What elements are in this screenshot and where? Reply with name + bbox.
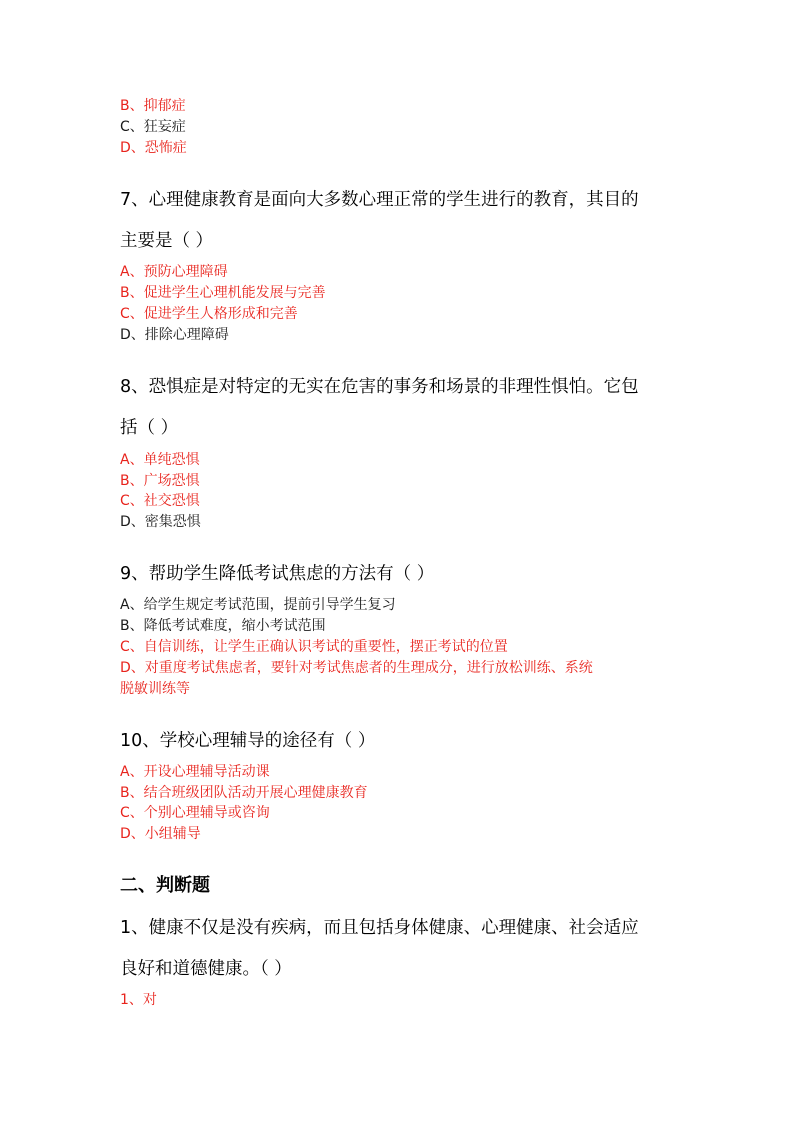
q7-option-b: B、促进学生心理机能发展与完善 — [120, 285, 326, 301]
q7-option-c: C、促进学生人格形成和完善 — [120, 306, 298, 322]
q7-option-a: A、预防心理障碍 — [120, 264, 228, 280]
q8-option-d: D、密集恐惧 — [120, 514, 201, 530]
q9-option-d-continued: 脱敏训练等 — [120, 681, 190, 697]
j1-text-line1: 1、健康不仅是没有疾病，而且包括身体健康、心理健康、社会适应 — [120, 918, 639, 938]
j1-answer: 1、对 — [120, 992, 157, 1008]
section-title-judgment: 二、判断题 — [120, 875, 210, 896]
q6-option-d: D、恐怖症 — [120, 140, 187, 156]
q7-option-d: D、排除心理障碍 — [120, 327, 229, 343]
q9-option-b: B、降低考试难度，缩小考试范围 — [120, 618, 326, 634]
j1-text-line2: 良好和道德健康。（ ） — [120, 959, 292, 979]
q7-text-line2: 主要是（ ） — [120, 231, 214, 251]
q10-option-a: A、开设心理辅导活动课 — [120, 764, 270, 780]
q8-option-c: C、社交恐惧 — [120, 493, 200, 509]
q9-option-c: C、自信训练，让学生正确认识考试的重要性，摆正考试的位置 — [120, 639, 508, 655]
q8-text-line1: 8、恐惧症是对特定的无实在危害的事务和场景的非理性惧怕。它包 — [120, 377, 639, 397]
q7-text-line1: 7、心理健康教育是面向大多数心理正常的学生进行的教育，其目的 — [120, 190, 639, 210]
q8-text-line2: 括（ ） — [120, 418, 179, 438]
q6-option-c: C、狂妄症 — [120, 119, 186, 135]
q8-option-a: A、单纯恐惧 — [120, 452, 200, 468]
q8-option-b: B、广场恐惧 — [120, 473, 200, 489]
q10-option-d: D、小组辅导 — [120, 826, 201, 842]
q9-text-line1: 9、帮助学生降低考试焦虑的方法有（ ） — [120, 564, 435, 584]
q10-option-c: C、个别心理辅导或咨询 — [120, 805, 270, 821]
q10-text-line1: 10、学校心理辅导的途径有（ ） — [120, 731, 376, 751]
q9-option-d: D、对重度考试焦虑者，要针对考试焦虑者的生理成分，进行放松训练、系统 — [120, 660, 593, 676]
q10-option-b: B、结合班级团队活动开展心理健康教育 — [120, 785, 368, 801]
q9-option-a: A、给学生规定考试范围，提前引导学生复习 — [120, 597, 396, 613]
q6-option-b: B、抑郁症 — [120, 98, 186, 114]
